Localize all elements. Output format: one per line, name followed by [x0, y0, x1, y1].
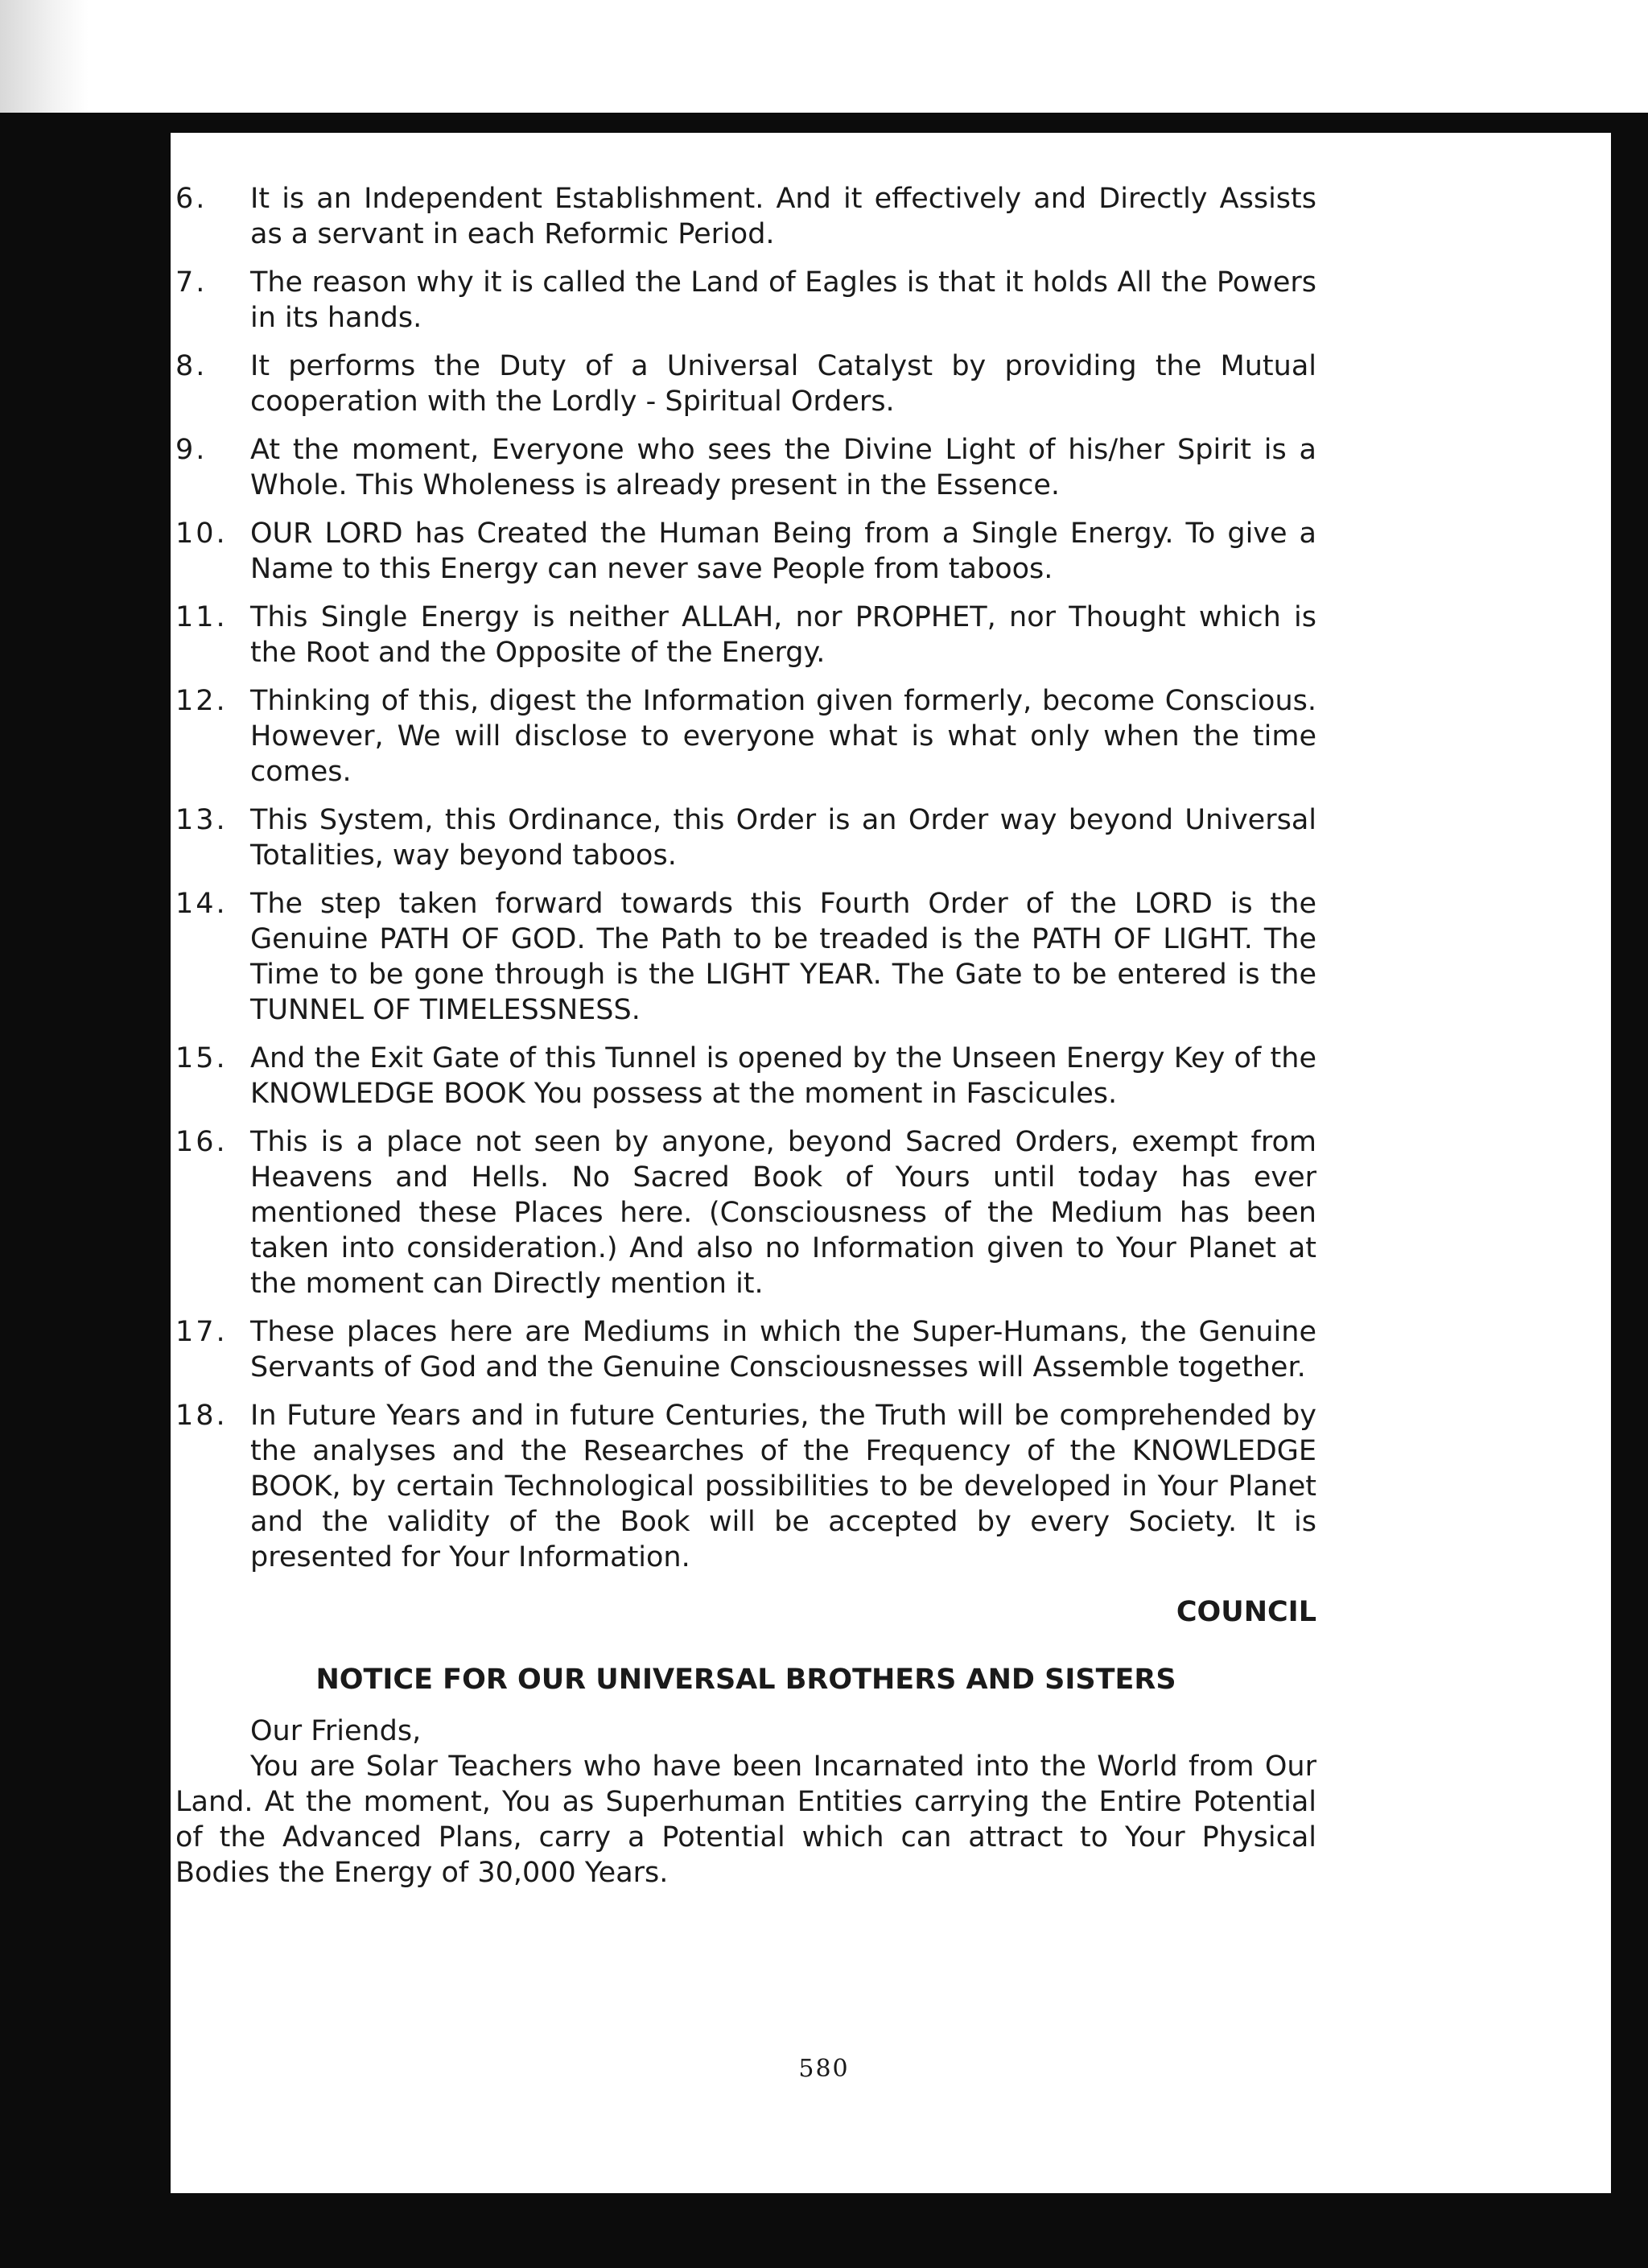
item-number: 7.	[175, 266, 208, 299]
item-number: 10.	[175, 518, 228, 550]
list-item	[175, 1124, 1316, 1301]
item-number: 9.	[175, 434, 208, 466]
item-text: It performs the Duty of a Universal Catalyst by providing the Mutual cooperation with the Lordly - Spiritual Orders.	[250, 350, 1316, 418]
item-number: 6.	[175, 183, 208, 215]
item-number: 16.	[175, 1126, 228, 1158]
item-text: And the Exit Gate of this Tunnel is opened by the Unseen Energy Key of the KNOWLEDGE BOOK You possess at the moment in Fascicules.	[250, 1042, 1316, 1110]
item-text: These places here are Mediums in which the Super-Humans, the Genuine Servants of God and the Genuine Consciousnesses will Assemble together.	[250, 1316, 1316, 1383]
list-item	[175, 886, 1316, 1028]
item-number: 15.	[175, 1042, 228, 1074]
list-item	[175, 683, 1316, 790]
page-number: 580	[798, 2055, 850, 2083]
item-text: OUR LORD has Created the Human Being from a Single Energy. To give a Name to this Energy can never save People from taboos.	[250, 518, 1316, 585]
item-text: Thinking of this, digest the Information given formerly, become Conscious. However, We will disclose to everyone what is what only when the time comes.	[250, 685, 1316, 788]
list-item	[175, 1398, 1316, 1575]
item-number: 13.	[175, 804, 228, 836]
item-text: This Single Energy is neither ALLAH, nor PROPHET, nor Thought which is the Root and the Opposite of the Energy.	[250, 601, 1316, 669]
list-item	[175, 265, 1316, 336]
notice-heading: NOTICE FOR OUR UNIVERSAL BROTHERS AND SISTERS	[315, 1664, 1176, 1696]
item-number: 17.	[175, 1316, 228, 1348]
list-item	[175, 516, 1316, 587]
list-item	[175, 348, 1316, 419]
item-number: 8.	[175, 350, 208, 382]
notice-paragraph: You are Solar Teachers who have been Incarnated into the World from Our Land. At the moment, You as Superhuman Entities carrying the Entire Potential of the Advanced Plans, carry a Potential which can attract to Your Physical Bodies the Energy of 30,000 Years.	[175, 1750, 1316, 1889]
notice-greeting: Our Friends,	[250, 1715, 422, 1747]
item-number: 12.	[175, 685, 228, 717]
item-text: In Future Years and in future Centuries, the Truth will be comprehended by the analyses and the Researches of the Frequency of the KNOWLEDGE BOOK, by certain Technological possibilities to be developed in Your Planet and the validity of the Book will be accepted by every Society. It is presented for Your Information.	[250, 1400, 1316, 1573]
item-text: The step taken forward towards this Fourth Order of the LORD is the Genuine PATH OF GOD. The Path to be treaded is the PATH OF LIGHT. The Time to be gone through is the LIGHT YEAR. The Gate to be entered is the TUNNEL OF TIMELESSNESS.	[250, 888, 1316, 1026]
item-number: 14.	[175, 888, 228, 920]
item-text: At the moment, Everyone who sees the Divine Light of his/her Spirit is a Whole. This Wholeness is already present in the Essence.	[250, 434, 1316, 501]
list-item	[175, 432, 1316, 503]
list-item	[175, 600, 1316, 670]
list-item	[175, 1314, 1316, 1385]
item-text: This System, this Ordinance, this Order is an Order way beyond Universal Totalities, way beyond taboos.	[250, 804, 1316, 872]
list-item	[175, 802, 1316, 873]
item-number: 18.	[175, 1400, 228, 1432]
item-number: 11.	[175, 601, 228, 633]
scan-corner-mark	[0, 0, 89, 113]
item-text: It is an Independent Establishment. And it effectively and Directly Assists as a servant in each Reformic Period.	[250, 183, 1316, 250]
item-text: The reason why it is called the Land of Eagles is that it holds All the Powers in its hands.	[250, 266, 1316, 334]
list-item	[175, 1041, 1316, 1111]
numbered-list	[175, 181, 1316, 1575]
item-text: This is a place not seen by anyone, beyond Sacred Orders, exempt from Heavens and Hells. No Sacred Book of Yours until today has ever mentioned these Places here. (Consciousness of the Medium has been taken into consideration.) And also no Information given to Your Planet at the moment can Directly mention it.	[250, 1126, 1316, 1300]
council-signature: COUNCIL	[1176, 1596, 1316, 1628]
list-item	[175, 181, 1316, 252]
page-content	[175, 181, 1316, 1891]
